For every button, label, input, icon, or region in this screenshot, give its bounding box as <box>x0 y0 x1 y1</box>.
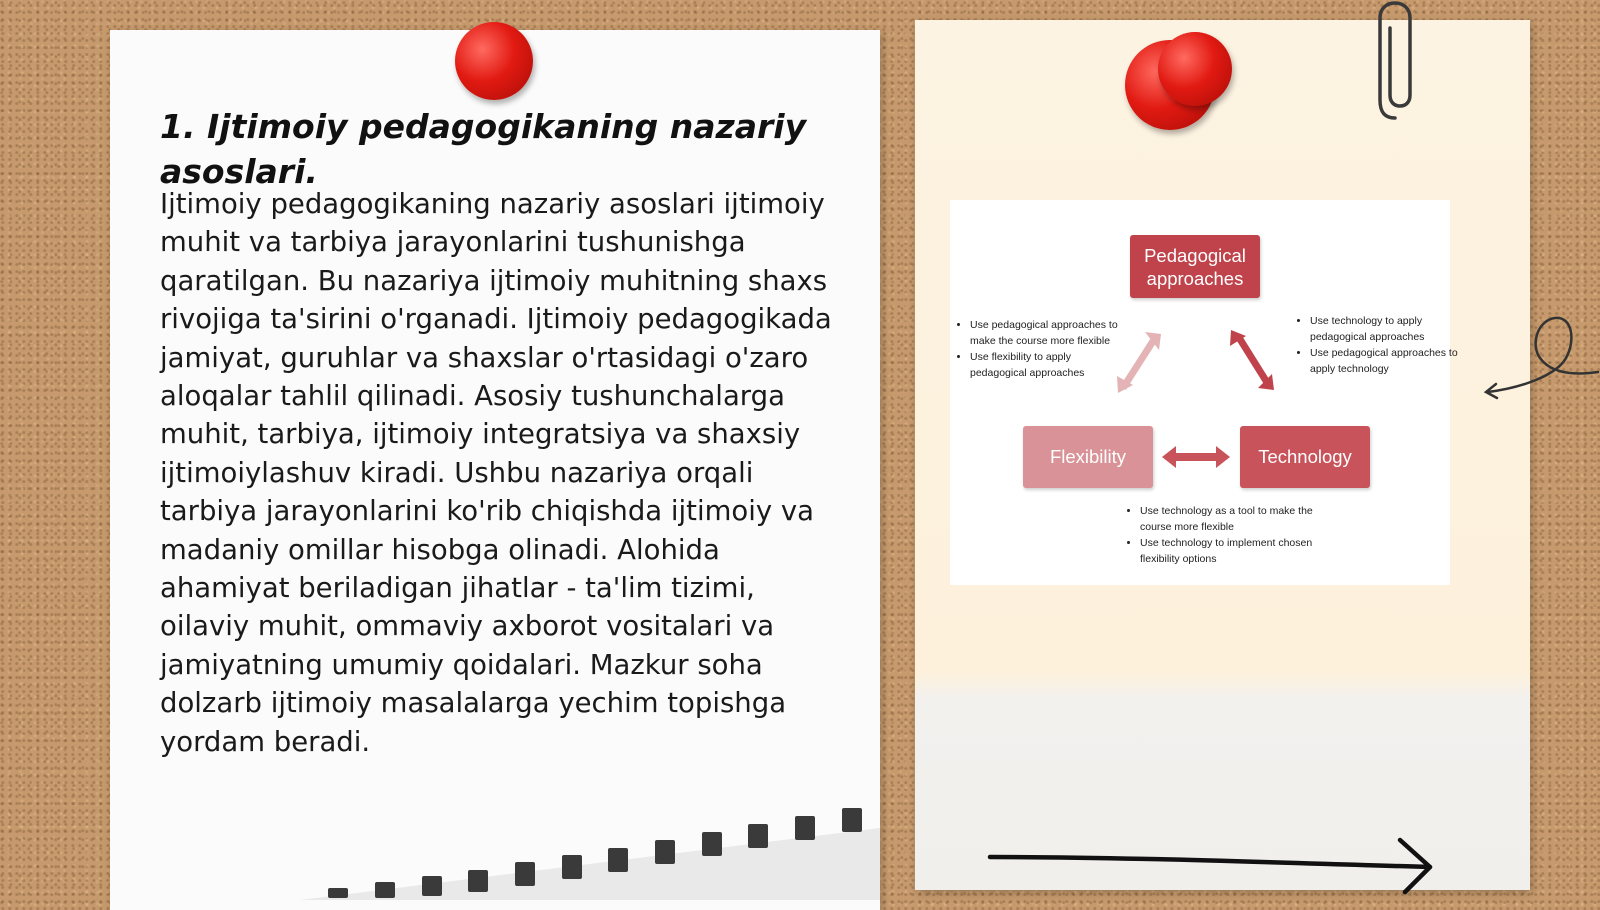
arrow-right-icon <box>985 835 1445 895</box>
list-item: • Use technology as a tool to make the course more flexible <box>1140 504 1315 535</box>
push-pin-head-icon <box>1158 32 1232 106</box>
list-item: • Use pedagogical approaches to make the course more flexible <box>970 318 1130 349</box>
node-flexibility: Flexibility <box>1023 426 1153 488</box>
list-item: • Use flexibility to apply pedagogical approaches <box>970 350 1130 381</box>
double-arrow-icon <box>1228 328 1278 393</box>
double-arrow-icon <box>1160 442 1232 472</box>
torn-paper-edge <box>300 800 880 900</box>
paperclip-icon <box>1375 0 1415 125</box>
list-item: • Use technology to implement chosen flexibility options <box>1140 536 1315 567</box>
squiggle-arrow-icon <box>1480 310 1600 400</box>
slide-body-text: Ijtimoiy pedagogikaning nazariy asoslari ijtimoiy muhit va tarbiya jarayonlarini tushunishga qaratilgan. Bu nazariya ijtimoiy muhitning shaxs rivojiga ta'sirini o'rganadi. Ijtimoiy pedagogikada jamiyat, guruhlar va shaxslar o'rtasidagi o'zaro aloqalar tahlil qilinadi. Asosiy tushunchalarga muhit, tarbiya, ijtimoiy integratsiya va shaxsiy ijtimoiylashuv kiradi. Ushbu nazariya orqali tarbiya jarayonlarini ko'rib chiqishda ijtimoiy va madaniy omillar hisobga olinadi. Alohida ahamiyat beriladigan jihatlar - ta'lim tizimi, oilaviy muhit, ommaviy axborot vositalari va jamiyatning umumiy qoidalari. Mazkur soha dolzarb ijtimoiy masalalarga yechim topishga yordam beradi. <box>160 188 832 758</box>
notes-left <box>950 318 1130 382</box>
push-pin-icon <box>455 22 533 100</box>
slide-title: 1. Ijtimoiy pedagogikaning nazariy asoslari. <box>160 107 807 191</box>
notes-bottom <box>1120 504 1315 568</box>
node-pedagogical-approaches: Pedagogical approaches <box>1130 235 1260 298</box>
list-item: • Use technology to apply pedagogical approaches <box>1310 314 1470 345</box>
notes-right <box>1290 314 1470 378</box>
flexibility-diagram <box>950 200 1458 585</box>
node-technology: Technology <box>1240 426 1370 488</box>
list-item: • Use pedagogical approaches to apply technology <box>1310 346 1470 377</box>
